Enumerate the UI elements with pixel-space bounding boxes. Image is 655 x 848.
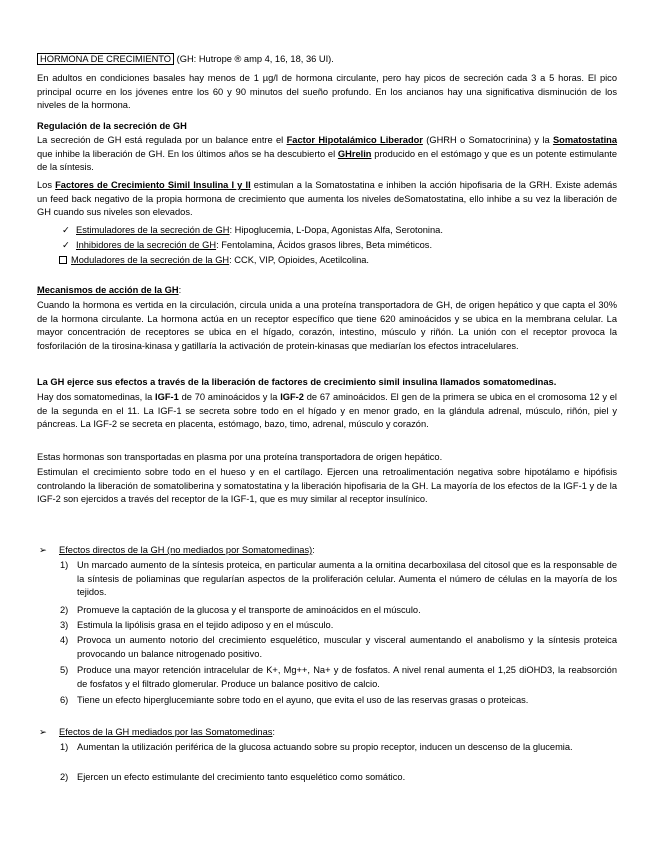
check-icon: ✓ (62, 240, 70, 250)
regulation-paragraph-2: Los Factores de Crecimiento Simil Insulina I y II estimulan a la Somatostatina e inhiben la acción hipofisaria de la GRH. Existe además un feed back negativo de la propia hormona de crecimiento que aumenta los niveles deSomatostatina, ello inhibe a su vez la liberación de GH cuando sus niveles son elevados. (37, 180, 617, 218)
list-item: Provoca un aumento notorio del crecimiento esquelético, muscular y visceral aumentando el anabolismo y la síntesis proteica provocando un balance nitrogenado positivo. (77, 635, 617, 659)
mechanisms-paragraph-5: Estimulan el crecimiento sobre todo en el hueso y en el cartílago. Ejercen una retroalimentación negativa sobre hipotálamo e hipófisis controlando la liberación de somatoliberina y somatostatina y la liberación hipofisaria de la GH. La mayoría de los efectos de la IGF-1 y de la IGF-2 son ejercidos a través del receptor de la IGF-1, que es muy similar al receptor insulínico. (37, 467, 617, 505)
item-number: 4) (60, 635, 69, 645)
regulation-heading: Regulación de la secreción de GH (37, 121, 187, 131)
ghrelin-term: GHrelin (337, 148, 372, 159)
mechanisms-paragraph-1: Cuando la hormona es vertida en la circulación, circula unida a una proteína transportadora de GH, de origen hepático y que capta el 30% de la hormona circulante. La hormona actúa en un receptor específico que tiene 620 aminoácidos y se ubica en la membrana celular. La mayor concentración de receptores se ubica en el hígado, corazón, intestino, músculo y riñón. La unión con el receptor provoca la fosforilación de la tirosina-kinasa y gatillaría la activación de protein-kinasas que mediarían los efectos intracelulares. (37, 300, 617, 351)
list-item: ✓ Estimuladores de la secreción de GH: Hipoglucemia, L-Dopa, Agonistas Alfa, Serotonina. (62, 224, 443, 238)
check-icon: ✓ (62, 225, 70, 235)
item-number: 5) (60, 665, 69, 675)
arrow-icon: ➢ (39, 727, 47, 737)
arrow-icon: ➢ (39, 545, 47, 555)
mechanisms-paragraph-2: La GH ejerce sus efectos a través de la liberación de factores de crecimiento simil insulina llamados somatomedinas. (37, 377, 557, 387)
item-number: 1) (60, 742, 69, 752)
mechanisms-paragraph-4: Estas hormonas son transportadas en plasma por una proteína transportadora de origen hepático. (37, 452, 443, 462)
list-item: Promueve la captación de la glucosa y el transporte de aminoácidos en el músculo. (77, 605, 421, 615)
item-number: 1) (60, 560, 69, 570)
ghrh-term: Factor Hipotalámico Liberador (286, 135, 423, 145)
item-number: 3) (60, 620, 69, 630)
item-number: 2) (60, 605, 69, 615)
item-number: 2) (60, 772, 69, 782)
item-number: 6) (60, 695, 69, 705)
mediated-effects-heading: Efectos de la GH mediados por las Somatomedinas: (59, 727, 276, 737)
direct-effects-heading: Efectos directos de la GH (no mediados por Somatomedinas): (59, 545, 315, 555)
title-suffix: (GH: Hutrope ® amp 4, 16, 18, 36 UI). (176, 54, 334, 64)
mechanisms-paragraph-3: Hay dos somatomedinas, la IGF-1 de 70 aminoácidos y la IGF-2 de 67 aminoácidos. El gen de la primera se ubica en el cromosoma 12 y el de la segunda en el 11. La IGF-1 se secreta sobre todo en el hígado y en menor grado, en la glándula adrenal, músculo, riñón, piel y páncreas. La IGF-2 se secreta en placenta, estómago, bazo, timo, adrenal, músculo y corazón. (37, 392, 617, 430)
list-item: Tiene un efecto hiperglucemiante sobre todo en el ayuno, que evita el uso de las reservas grasas o proteicas. (77, 695, 529, 705)
list-item: Ejercen un efecto estimulante del crecimiento tanto esquelético como somático. (77, 772, 406, 782)
somatostatina-term: Somatostatina (552, 135, 618, 145)
list-item: Aumentan la utilización periférica de la glucosa actuando sobre su propio receptor, inducen un descenso de la glucemia. (77, 742, 573, 752)
bullet-box-icon (59, 256, 67, 264)
mechanisms-heading: Mecanismos de acción de la GH: (37, 285, 182, 295)
list-item: Produce una mayor retención intracelular de K+, Mg++, Na+ y de fosfatos. A nivel renal aumenta el 1,25 diOHD3, la reabsorción de fosfatos y el filtrado glomerular. Produce un balance positivo de calcio. (77, 665, 617, 689)
title-boxed: HORMONA DE CRECIMIENTO (37, 53, 174, 65)
regulation-paragraph-1: La secreción de GH está regulada por un balance entre el Factor Hipotalámico Liberador (GHRH o Somatocrinina) y la Somatostatina que inhibe la liberación de GH. En los últimos años se ha descubierto el GHrelin producido en el estómago y que es un potente estimulante de la síntesis. (37, 135, 618, 173)
intro-paragraph: En adultos en condiciones basales hay menos de 1 µg/l de hormona circulante, pero hay picos de secreción cada 3 a 5 horas. El pico principal ocurre en los jóvenes entre los 60 y 90 minutos del sueño profundo. En los ancianos hay una significativa disminución de los niveles de la hormona. (37, 73, 617, 111)
list-item: Moduladores de la secreción de la GH: CCK, VIP, Opioides, Acetilcolina. (59, 254, 369, 268)
list-item: ✓ Inhibidores de la secreción de GH: Fentolamina, Ácidos grasos libres, Beta miméticos. (62, 239, 432, 253)
igf-term: Factores de Crecimiento Simil Insulina I y II (55, 180, 251, 190)
list-item: Estimula la lipólisis grasa en el tejido adiposo y en el músculo. (77, 620, 334, 630)
title-line (37, 53, 334, 67)
list-item: Un marcado aumento de la síntesis proteica, en particular aumenta a la ornitina decarboxilasa del citosol que es la responsable de la síntesis de poliaminas que regularían aspectos de la proliferación celular. Aumenta el número de células en la mayoría de los tejidos. (77, 560, 617, 598)
